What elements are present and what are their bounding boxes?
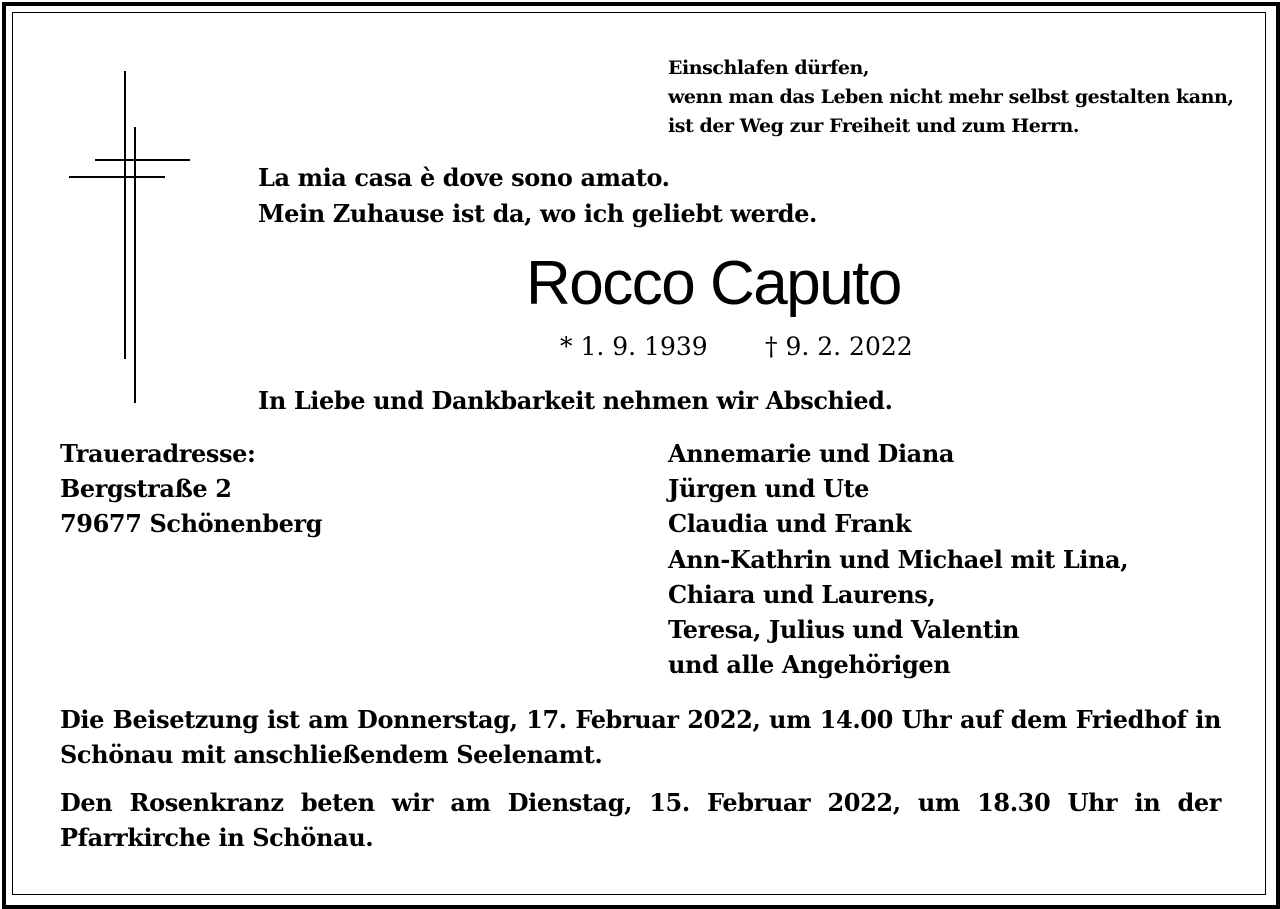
- mourner-entry: Ann-Kathrin und Michael mit Lina,: [668, 544, 1129, 574]
- quote-line-german: Mein Zuhause ist da, wo ich geliebt werde.: [258, 199, 817, 228]
- motto-verse: [668, 54, 1234, 141]
- mourner-entry: Teresa, Julius und Valentin: [668, 615, 1020, 645]
- birth-date: * 1. 9. 1939: [560, 332, 708, 361]
- death-date: † 9. 2. 2022: [765, 332, 913, 361]
- quote: [258, 160, 817, 232]
- mourner-entry: Jürgen und Ute: [668, 474, 870, 504]
- motto-line: ist der Weg zur Freiheit und zum Herrn.: [668, 115, 1080, 137]
- address-city: 79677 Schönenberg: [60, 509, 323, 538]
- mourning-address: [60, 436, 322, 541]
- mourner-entry: und alle Angehörigen: [668, 650, 951, 680]
- address-street: Bergstraße 2: [60, 474, 232, 503]
- burial-notice: Die Beisetzung ist am Donnerstag, 17. Februar 2022, um 14.00 Uhr auf dem Friedhof in Schönau mit anschließendem Seelenamt.: [60, 705, 1221, 769]
- mourner-entry: Annemarie und Diana: [668, 439, 955, 468]
- mourner-entry: Chiara und Laurens,: [668, 579, 936, 609]
- quote-line-italian: La mia casa è dove sono amato.: [258, 163, 670, 192]
- address-heading: Traueradresse:: [60, 439, 256, 468]
- rosary-notice: Den Rosenkranz beten wir am Dienstag, 15. Februar 2022, um 18.30 Uhr in der Pfarrkirche in Schönau.: [60, 788, 1221, 852]
- farewell-text: In Liebe und Dankbarkeit nehmen wir Abschied.: [258, 386, 893, 415]
- mourner-entry: Claudia und Frank: [668, 509, 912, 539]
- deceased-name: Rocco Caputo: [526, 249, 901, 318]
- mourners-list: [668, 436, 1128, 682]
- motto-line: Einschlafen dürfen,: [668, 57, 870, 79]
- motto-line: wenn man das Leben nicht mehr selbst gestalten kann,: [668, 86, 1234, 108]
